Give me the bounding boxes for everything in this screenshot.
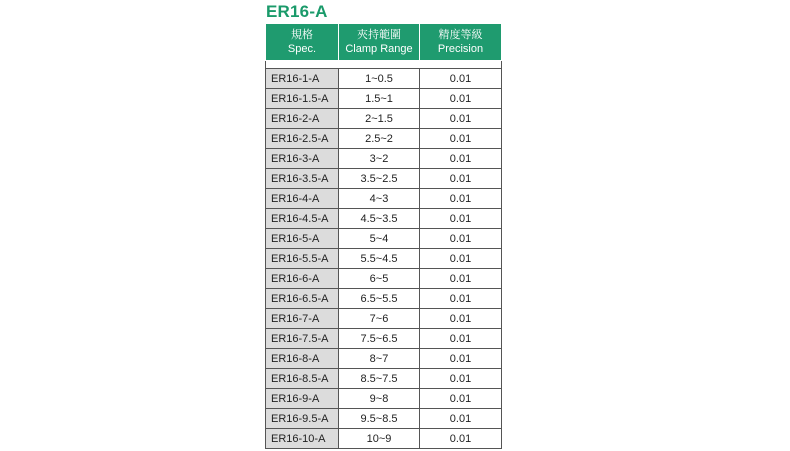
- range-cell: 10~9: [339, 429, 420, 449]
- spec-cell: ER16-8-A: [266, 349, 339, 369]
- spec-cell: ER16-2.5-A: [266, 129, 339, 149]
- spec-cell: ER16-3.5-A: [266, 169, 339, 189]
- spec-cell: ER16-3-A: [266, 149, 339, 169]
- range-cell: 9.5~8.5: [339, 409, 420, 429]
- table-row: [266, 289, 502, 309]
- precision-cell: 0.01: [420, 389, 502, 409]
- precision-cell: 0.01: [420, 149, 502, 169]
- range-cell: 1~0.5: [339, 69, 420, 89]
- spec-cell: ER16-6.5-A: [266, 289, 339, 309]
- range-cell: 3~2: [339, 149, 420, 169]
- precision-cell: 0.01: [420, 329, 502, 349]
- header-precision: [420, 24, 502, 61]
- table-row: [266, 429, 502, 449]
- precision-cell: 0.01: [420, 409, 502, 429]
- table-row: [266, 69, 502, 89]
- range-cell: 1.5~1: [339, 89, 420, 109]
- range-cell: 7.5~6.5: [339, 329, 420, 349]
- spec-cell: ER16-6-A: [266, 269, 339, 289]
- precision-cell: 0.01: [420, 269, 502, 289]
- spec-cell: ER16-9.5-A: [266, 409, 339, 429]
- precision-cell: 0.01: [420, 169, 502, 189]
- spec-cell: ER16-7.5-A: [266, 329, 339, 349]
- range-cell: 4.5~3.5: [339, 209, 420, 229]
- table-row: [266, 329, 502, 349]
- precision-cell: 0.01: [420, 289, 502, 309]
- table-row: [266, 109, 502, 129]
- spec-cell: ER16-1.5-A: [266, 89, 339, 109]
- table-row: [266, 269, 502, 289]
- range-cell: 5.5~4.5: [339, 249, 420, 269]
- header-spec: [266, 24, 339, 61]
- header-spacer: [266, 61, 502, 69]
- precision-cell: 0.01: [420, 189, 502, 209]
- header-precision-zh: 精度等級: [438, 29, 483, 41]
- page-title: ER16-A: [266, 2, 328, 21]
- table-row: [266, 369, 502, 389]
- spec-cell: ER16-2-A: [266, 109, 339, 129]
- spec-cell: ER16-4-A: [266, 189, 339, 209]
- table-row: [266, 229, 502, 249]
- range-cell: 2~1.5: [339, 109, 420, 129]
- range-cell: 3.5~2.5: [339, 169, 420, 189]
- table-row: [266, 249, 502, 269]
- spec-cell: ER16-4.5-A: [266, 209, 339, 229]
- table-row: [266, 389, 502, 409]
- range-cell: 9~8: [339, 389, 420, 409]
- table-row: [266, 409, 502, 429]
- spec-cell: ER16-7-A: [266, 309, 339, 329]
- table-row: [266, 149, 502, 169]
- precision-cell: 0.01: [420, 209, 502, 229]
- table-body: [266, 61, 502, 449]
- header-spec-en: Spec.: [287, 43, 317, 55]
- table-row: [266, 209, 502, 229]
- spec-cell: ER16-1-A: [266, 69, 339, 89]
- table-row: [266, 349, 502, 369]
- spec-cell: ER16-9-A: [266, 389, 339, 409]
- precision-cell: 0.01: [420, 369, 502, 389]
- range-cell: 8.5~7.5: [339, 369, 420, 389]
- precision-cell: 0.01: [420, 109, 502, 129]
- header-precision-en: Precision: [437, 43, 484, 55]
- range-cell: 2.5~2: [339, 129, 420, 149]
- table-row: [266, 189, 502, 209]
- header-spec-zh: 規格: [291, 29, 313, 41]
- range-cell: 6.5~5.5: [339, 289, 420, 309]
- table-row: [266, 169, 502, 189]
- range-cell: 4~3: [339, 189, 420, 209]
- table-row: [266, 309, 502, 329]
- spec-table: [265, 23, 502, 449]
- header-range-en: Clamp Range: [345, 43, 413, 55]
- precision-cell: 0.01: [420, 69, 502, 89]
- spec-cell: ER16-5.5-A: [266, 249, 339, 269]
- header-range-zh: 夾持範圍: [357, 29, 401, 41]
- header-row: [266, 24, 502, 61]
- precision-cell: 0.01: [420, 229, 502, 249]
- precision-cell: 0.01: [420, 129, 502, 149]
- precision-cell: 0.01: [420, 89, 502, 109]
- table-row: [266, 89, 502, 109]
- range-cell: 6~5: [339, 269, 420, 289]
- range-cell: 8~7: [339, 349, 420, 369]
- spec-cell: ER16-8.5-A: [266, 369, 339, 389]
- range-cell: 5~4: [339, 229, 420, 249]
- spec-cell: ER16-10-A: [266, 429, 339, 449]
- header-clamp-range: [339, 24, 420, 61]
- precision-cell: 0.01: [420, 249, 502, 269]
- spec-cell: ER16-5-A: [266, 229, 339, 249]
- range-cell: 7~6: [339, 309, 420, 329]
- precision-cell: 0.01: [420, 349, 502, 369]
- precision-cell: 0.01: [420, 309, 502, 329]
- table-row: [266, 129, 502, 149]
- table-header: [266, 24, 502, 61]
- precision-cell: 0.01: [420, 429, 502, 449]
